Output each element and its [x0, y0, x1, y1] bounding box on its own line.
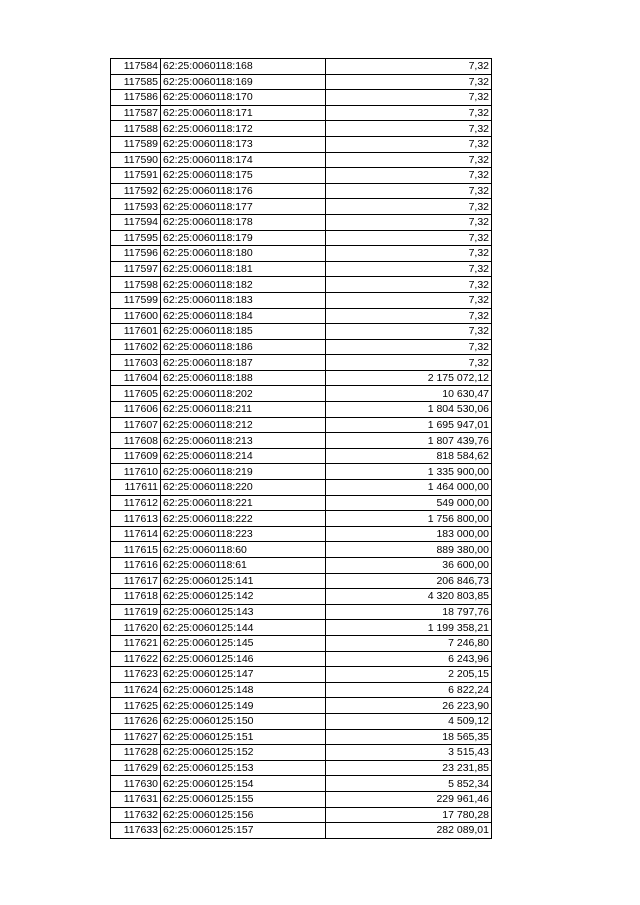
cadastral-value-cell: 7,32 — [326, 105, 492, 121]
row-index-cell: 117617 — [111, 573, 161, 589]
row-index-cell: 117621 — [111, 635, 161, 651]
cadastral-number-cell: 62:25:0060118:171 — [161, 105, 326, 121]
row-index-cell: 117594 — [111, 214, 161, 230]
table-row — [111, 355, 492, 371]
row-index-cell: 117625 — [111, 698, 161, 714]
row-index-cell: 117593 — [111, 199, 161, 215]
row-index-cell: 117627 — [111, 729, 161, 745]
cadastral-number-cell: 62:25:0060118:213 — [161, 433, 326, 449]
row-index-cell: 117595 — [111, 230, 161, 246]
cadastral-value-cell: 7,32 — [326, 246, 492, 262]
row-index-cell: 117609 — [111, 448, 161, 464]
cadastral-value-cell: 4 320 803,85 — [326, 589, 492, 605]
table-row — [111, 308, 492, 324]
cadastral-number-cell: 62:25:0060118:178 — [161, 214, 326, 230]
cadastral-number-cell: 62:25:0060125:146 — [161, 651, 326, 667]
table-row — [111, 464, 492, 480]
cadastral-number-cell: 62:25:0060118:183 — [161, 292, 326, 308]
cadastral-value-cell: 7,32 — [326, 74, 492, 90]
row-index-cell: 117600 — [111, 308, 161, 324]
row-index-cell: 117613 — [111, 511, 161, 527]
row-index-cell: 117597 — [111, 261, 161, 277]
cadastral-number-cell: 62:25:0060118:222 — [161, 511, 326, 527]
cadastral-value-cell: 7,32 — [326, 339, 492, 355]
cadastral-number-cell: 62:25:0060125:144 — [161, 620, 326, 636]
cadastral-number-cell: 62:25:0060118:177 — [161, 199, 326, 215]
row-index-cell: 117606 — [111, 402, 161, 418]
row-index-cell: 117629 — [111, 760, 161, 776]
table-row — [111, 339, 492, 355]
cadastral-number-cell: 62:25:0060118:214 — [161, 448, 326, 464]
row-index-cell: 117610 — [111, 464, 161, 480]
cadastral-value-cell: 26 223,90 — [326, 698, 492, 714]
cadastral-number-cell: 62:25:0060125:142 — [161, 589, 326, 605]
cadastral-value-cell: 23 231,85 — [326, 760, 492, 776]
row-index-cell: 117623 — [111, 667, 161, 683]
table-row — [111, 402, 492, 418]
row-index-cell: 117630 — [111, 776, 161, 792]
table-row — [111, 433, 492, 449]
row-index-cell: 117615 — [111, 542, 161, 558]
cadastral-value-cell: 6 822,24 — [326, 682, 492, 698]
row-index-cell: 117587 — [111, 105, 161, 121]
cadastral-number-cell: 62:25:0060118:173 — [161, 136, 326, 152]
cadastral-value-cell: 7,32 — [326, 136, 492, 152]
table-row — [111, 136, 492, 152]
cadastral-number-cell: 62:25:0060118:187 — [161, 355, 326, 371]
row-index-cell: 117626 — [111, 713, 161, 729]
cadastral-number-cell: 62:25:0060118:221 — [161, 495, 326, 511]
table-row — [111, 417, 492, 433]
cadastral-value-cell: 18 565,35 — [326, 729, 492, 745]
cadastral-number-cell: 62:25:0060125:148 — [161, 682, 326, 698]
cadastral-number-cell: 62:25:0060118:175 — [161, 168, 326, 184]
cadastral-value-cell: 7,32 — [326, 168, 492, 184]
table-row — [111, 292, 492, 308]
cadastral-value-cell: 7,32 — [326, 214, 492, 230]
row-index-cell: 117591 — [111, 168, 161, 184]
cadastral-number-cell: 62:25:0060125:157 — [161, 823, 326, 839]
row-index-cell: 117604 — [111, 370, 161, 386]
cadastral-value-cell: 7,32 — [326, 230, 492, 246]
table-row — [111, 589, 492, 605]
cadastral-value-cell: 1 807 439,76 — [326, 433, 492, 449]
cadastral-number-cell: 62:25:0060125:145 — [161, 635, 326, 651]
cadastral-value-cell: 6 243,96 — [326, 651, 492, 667]
cadastral-number-cell: 62:25:0060118:180 — [161, 246, 326, 262]
cadastral-number-cell: 62:25:0060125:155 — [161, 791, 326, 807]
row-index-cell: 117588 — [111, 121, 161, 137]
cadastral-number-cell: 62:25:0060125:152 — [161, 745, 326, 761]
table-row — [111, 573, 492, 589]
cadastral-number-cell: 62:25:0060118:169 — [161, 74, 326, 90]
row-index-cell: 117601 — [111, 324, 161, 340]
cadastral-number-cell: 62:25:0060125:147 — [161, 667, 326, 683]
table-row — [111, 168, 492, 184]
row-index-cell: 117622 — [111, 651, 161, 667]
cadastral-value-cell: 1 695 947,01 — [326, 417, 492, 433]
table-row — [111, 105, 492, 121]
table-row — [111, 807, 492, 823]
table-row — [111, 480, 492, 496]
table-row — [111, 183, 492, 199]
cadastral-value-cell: 17 780,28 — [326, 807, 492, 823]
table-row — [111, 713, 492, 729]
cadastral-value-cell: 183 000,00 — [326, 526, 492, 542]
table-row — [111, 90, 492, 106]
cadastral-value-cell: 206 846,73 — [326, 573, 492, 589]
row-index-cell: 117612 — [111, 495, 161, 511]
table-row — [111, 604, 492, 620]
cadastral-value-cell: 7 246,80 — [326, 635, 492, 651]
table-row — [111, 682, 492, 698]
cadastral-number-cell: 62:25:0060125:141 — [161, 573, 326, 589]
table-row — [111, 121, 492, 137]
cadastral-number-cell: 62:25:0060118:202 — [161, 386, 326, 402]
cadastral-value-cell: 7,32 — [326, 277, 492, 293]
cadastral-value-cell: 7,32 — [326, 199, 492, 215]
table-row — [111, 745, 492, 761]
table-row — [111, 74, 492, 90]
row-index-cell: 117605 — [111, 386, 161, 402]
cadastral-value-cell: 18 797,76 — [326, 604, 492, 620]
cadastral-number-cell: 62:25:0060118:174 — [161, 152, 326, 168]
cadastral-value-cell: 2 205,15 — [326, 667, 492, 683]
cadastral-value-cell: 3 515,43 — [326, 745, 492, 761]
cadastral-number-cell: 62:25:0060118:186 — [161, 339, 326, 355]
cadastral-number-cell: 62:25:0060125:150 — [161, 713, 326, 729]
cadastral-value-cell: 7,32 — [326, 90, 492, 106]
cadastral-value-cell: 36 600,00 — [326, 558, 492, 574]
cadastral-number-cell: 62:25:0060125:143 — [161, 604, 326, 620]
cadastral-number-cell: 62:25:0060118:182 — [161, 277, 326, 293]
table-row — [111, 558, 492, 574]
table-row — [111, 59, 492, 75]
cadastral-number-cell: 62:25:0060125:149 — [161, 698, 326, 714]
row-index-cell: 117631 — [111, 791, 161, 807]
table-row — [111, 698, 492, 714]
table-row — [111, 370, 492, 386]
cadastral-number-cell: 62:25:0060118:219 — [161, 464, 326, 480]
cadastral-value-cell: 7,32 — [326, 121, 492, 137]
cadastral-value-cell: 7,32 — [326, 308, 492, 324]
cadastral-value-cell: 7,32 — [326, 59, 492, 75]
cadastral-value-cell: 7,32 — [326, 355, 492, 371]
cadastral-value-cell: 7,32 — [326, 183, 492, 199]
row-index-cell: 117624 — [111, 682, 161, 698]
table-row — [111, 760, 492, 776]
cadastral-number-cell: 62:25:0060118:168 — [161, 59, 326, 75]
table-row — [111, 324, 492, 340]
cadastral-value-cell: 1 199 358,21 — [326, 620, 492, 636]
row-index-cell: 117608 — [111, 433, 161, 449]
table-row — [111, 199, 492, 215]
cadastral-value-cell: 1 756 800,00 — [326, 511, 492, 527]
cadastral-value-cell: 1 335 900,00 — [326, 464, 492, 480]
row-index-cell: 117614 — [111, 526, 161, 542]
cadastral-number-cell: 62:25:0060118:179 — [161, 230, 326, 246]
table-row — [111, 495, 492, 511]
table-row — [111, 386, 492, 402]
table-row — [111, 542, 492, 558]
cadastral-number-cell: 62:25:0060125:156 — [161, 807, 326, 823]
row-index-cell: 117596 — [111, 246, 161, 262]
cadastral-value-table — [110, 58, 492, 839]
cadastral-number-cell: 62:25:0060118:172 — [161, 121, 326, 137]
cadastral-number-cell: 62:25:0060118:60 — [161, 542, 326, 558]
table-row — [111, 651, 492, 667]
cadastral-number-cell: 62:25:0060125:151 — [161, 729, 326, 745]
cadastral-value-cell: 1 804 530,06 — [326, 402, 492, 418]
cadastral-value-cell: 7,32 — [326, 292, 492, 308]
table-row — [111, 511, 492, 527]
row-index-cell: 117590 — [111, 152, 161, 168]
cadastral-number-cell: 62:25:0060118:212 — [161, 417, 326, 433]
row-index-cell: 117603 — [111, 355, 161, 371]
row-index-cell: 117589 — [111, 136, 161, 152]
cadastral-number-cell: 62:25:0060118:170 — [161, 90, 326, 106]
row-index-cell: 117599 — [111, 292, 161, 308]
row-index-cell: 117602 — [111, 339, 161, 355]
table-row — [111, 635, 492, 651]
table-row — [111, 246, 492, 262]
table-row — [111, 823, 492, 839]
cadastral-value-cell: 818 584,62 — [326, 448, 492, 464]
cadastral-value-cell: 282 089,01 — [326, 823, 492, 839]
table-row — [111, 448, 492, 464]
cadastral-value-cell: 7,32 — [326, 324, 492, 340]
cadastral-number-cell: 62:25:0060118:223 — [161, 526, 326, 542]
row-index-cell: 117632 — [111, 807, 161, 823]
cadastral-number-cell: 62:25:0060125:153 — [161, 760, 326, 776]
table-row — [111, 214, 492, 230]
row-index-cell: 117618 — [111, 589, 161, 605]
table-body — [111, 59, 492, 839]
table-row — [111, 620, 492, 636]
cadastral-number-cell: 62:25:0060118:184 — [161, 308, 326, 324]
cadastral-value-cell: 229 961,46 — [326, 791, 492, 807]
cadastral-value-cell: 1 464 000,00 — [326, 480, 492, 496]
cadastral-number-cell: 62:25:0060118:176 — [161, 183, 326, 199]
row-index-cell: 117611 — [111, 480, 161, 496]
row-index-cell: 117620 — [111, 620, 161, 636]
cadastral-value-cell: 4 509,12 — [326, 713, 492, 729]
table-row — [111, 776, 492, 792]
row-index-cell: 117616 — [111, 558, 161, 574]
row-index-cell: 117628 — [111, 745, 161, 761]
row-index-cell: 117607 — [111, 417, 161, 433]
table-row — [111, 791, 492, 807]
row-index-cell: 117633 — [111, 823, 161, 839]
cadastral-value-cell: 7,32 — [326, 261, 492, 277]
table-row — [111, 667, 492, 683]
table-row — [111, 277, 492, 293]
row-index-cell: 117584 — [111, 59, 161, 75]
table-row — [111, 261, 492, 277]
cadastral-value-cell: 2 175 072,12 — [326, 370, 492, 386]
cadastral-number-cell: 62:25:0060118:61 — [161, 558, 326, 574]
cadastral-value-cell: 549 000,00 — [326, 495, 492, 511]
cadastral-number-cell: 62:25:0060118:185 — [161, 324, 326, 340]
row-index-cell: 117586 — [111, 90, 161, 106]
cadastral-value-cell: 10 630,47 — [326, 386, 492, 402]
cadastral-value-cell: 7,32 — [326, 152, 492, 168]
table-row — [111, 526, 492, 542]
cadastral-number-cell: 62:25:0060118:188 — [161, 370, 326, 386]
cadastral-number-cell: 62:25:0060125:154 — [161, 776, 326, 792]
cadastral-number-cell: 62:25:0060118:211 — [161, 402, 326, 418]
cadastral-number-cell: 62:25:0060118:181 — [161, 261, 326, 277]
table-row — [111, 729, 492, 745]
row-index-cell: 117585 — [111, 74, 161, 90]
cadastral-value-cell: 889 380,00 — [326, 542, 492, 558]
cadastral-number-cell: 62:25:0060118:220 — [161, 480, 326, 496]
row-index-cell: 117619 — [111, 604, 161, 620]
row-index-cell: 117598 — [111, 277, 161, 293]
row-index-cell: 117592 — [111, 183, 161, 199]
table-row — [111, 230, 492, 246]
cadastral-value-cell: 5 852,34 — [326, 776, 492, 792]
table-row — [111, 152, 492, 168]
